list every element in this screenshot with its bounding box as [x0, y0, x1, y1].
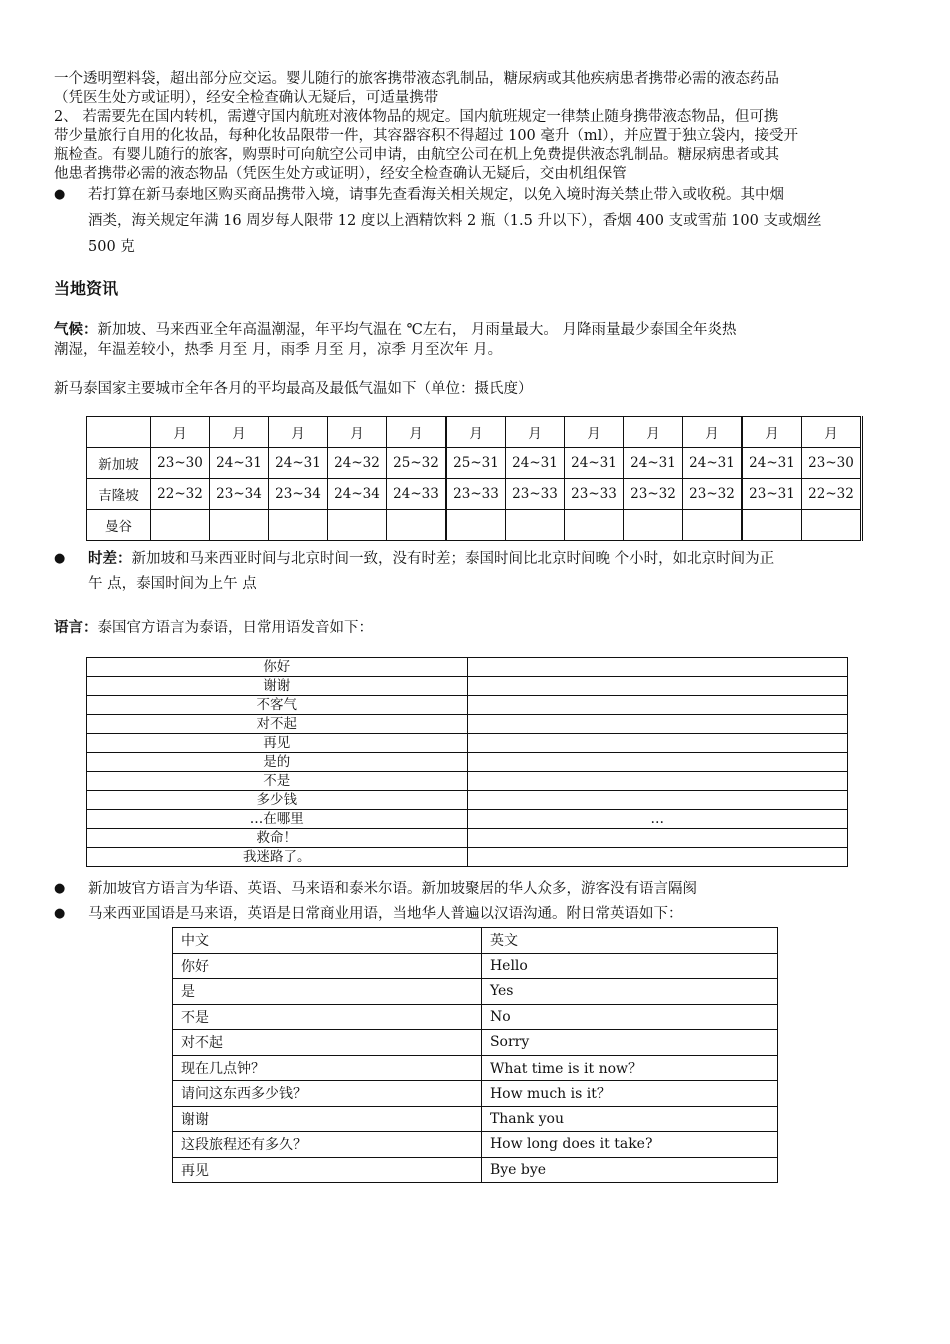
english-phrase-table	[172, 927, 778, 1183]
table-cell	[467, 715, 847, 734]
table-cell: 23~33	[564, 479, 623, 510]
table-cell	[446, 510, 506, 541]
table-cell: 23~30	[801, 448, 861, 479]
table-cell: …在哪里	[87, 810, 468, 829]
table-cell: 24~31	[209, 448, 268, 479]
table-cell: 月	[446, 417, 506, 448]
table-cell: 谢谢	[87, 677, 468, 696]
table-cell: 中文	[173, 928, 482, 954]
table-row	[87, 479, 862, 510]
table-row	[87, 734, 848, 753]
table-cell: 现在几点钟？	[173, 1055, 482, 1081]
table-cell: 24~33	[386, 479, 446, 510]
table-cell: 再见	[173, 1157, 482, 1183]
table-cell: 这段旅程还有多久？	[173, 1132, 482, 1158]
table-cell	[467, 791, 847, 810]
temperature-table	[86, 416, 863, 541]
table-cell	[564, 510, 623, 541]
table-cell: How long does it take?	[481, 1132, 777, 1158]
bullet-icon: ●	[54, 881, 66, 896]
table-cell: 曼谷	[87, 510, 151, 541]
climate-paragraph	[54, 321, 737, 339]
table-cell: 24~32	[327, 448, 386, 479]
table-cell	[467, 677, 847, 696]
table-cell: 多少钱	[87, 791, 468, 810]
table-cell: 23~33	[505, 479, 564, 510]
table-cell: 月	[564, 417, 623, 448]
language-paragraph	[54, 619, 373, 637]
table-row	[87, 810, 848, 829]
text-line: 瓶检查。有婴儿随行的旅客，购票时可向航空公司申请，由航空公司在机上免费提供液态乳制品。糖尿病患者或其	[54, 147, 779, 163]
table-cell: 救命！	[87, 829, 468, 848]
table-cell: 24~31	[268, 448, 327, 479]
table-cell	[467, 772, 847, 791]
table-row	[173, 1106, 778, 1132]
table-cell: 不是	[173, 1004, 482, 1030]
table-cell	[467, 829, 847, 848]
table-cell	[742, 510, 802, 541]
table-cell: 25~32	[386, 448, 446, 479]
table-cell	[327, 510, 386, 541]
text-line: 酒类，海关规定年满 16 周岁每人限带 12 度以上酒精饮料 2 瓶（1.5 升以下），香烟 400 支或雪茄 100 支或烟丝	[88, 213, 822, 229]
table-cell: 是	[173, 979, 482, 1005]
table-row	[173, 1055, 778, 1081]
table-cell: Thank you	[481, 1106, 777, 1132]
table-cell: 24~31	[623, 448, 682, 479]
text-line: 他患者携带必需的液态物品（凭医生处方或证明），经安全检查确认无疑后，交由机组保管	[54, 166, 627, 182]
bullet-icon: ●	[54, 187, 66, 202]
table-cell: 英文	[481, 928, 777, 954]
table-cell: No	[481, 1004, 777, 1030]
table-cell: 月	[327, 417, 386, 448]
time-diff-paragraph	[88, 550, 774, 568]
climate-text: 新加坡、马来西亚全年高温潮湿，年平均气温在 ℃左右， 月雨量最大。 月降雨量最少泰国全年炎热	[97, 322, 737, 338]
table-cell: 对不起	[173, 1030, 482, 1056]
text-line: 马来西亚国语是马来语，英语是日常商业用语，当地华人普遍以汉语沟通。附日常英语如下：	[88, 906, 683, 922]
table-cell: 新加坡	[87, 448, 151, 479]
table-cell	[505, 510, 564, 541]
table-cell: 是的	[87, 753, 468, 772]
text-line: 若打算在新马泰地区购买商品携带入境，请事先查看海关相关规定，以免入境时海关禁止带入或收税。其中烟	[88, 187, 784, 203]
table-cell: 24~34	[327, 479, 386, 510]
table-cell	[386, 510, 446, 541]
table-cell	[209, 510, 268, 541]
table-cell: 月	[623, 417, 682, 448]
table-cell: 23~31	[742, 479, 802, 510]
table-cell: 月	[505, 417, 564, 448]
table-row	[173, 1081, 778, 1107]
table-row	[173, 1132, 778, 1158]
table-row	[87, 829, 848, 848]
table-cell: 你好	[87, 658, 468, 677]
table-cell: 24~31	[682, 448, 742, 479]
table-row	[173, 1030, 778, 1056]
bullet-icon: ●	[54, 551, 66, 566]
table-cell	[150, 510, 209, 541]
table-row	[87, 658, 848, 677]
text-line: 500 克	[88, 239, 135, 255]
table-row	[173, 1157, 778, 1183]
table-cell: How much is it？	[481, 1081, 777, 1107]
table-cell: 不客气	[87, 696, 468, 715]
table-cell	[467, 753, 847, 772]
language-label: 语言：	[54, 620, 98, 636]
language-text: 泰国官方语言为泰语，日常用语发音如下：	[97, 620, 373, 636]
table-cell: Sorry	[481, 1030, 777, 1056]
table-cell	[467, 848, 847, 867]
table-cell: 再见	[87, 734, 468, 753]
table-cell	[467, 658, 847, 677]
table-cell: 请问这东西多少钱？	[173, 1081, 482, 1107]
text-line: 潮湿，年温差较小，热季 月至 月，雨季 月至 月，凉季 月至次年 月。	[54, 342, 503, 358]
table-cell: 25~31	[446, 448, 506, 479]
table-row	[87, 715, 848, 734]
time-diff-text: 新加坡和马来西亚时间与北京时间一致，没有时差；泰国时间比北京时间晚 个小时，如北京时间为正	[131, 551, 775, 567]
table-cell: 23~34	[209, 479, 268, 510]
table-cell: 谢谢	[173, 1106, 482, 1132]
table-cell: 22~32	[150, 479, 209, 510]
table-row	[173, 1004, 778, 1030]
table-cell	[467, 734, 847, 753]
table-cell: Bye bye	[481, 1157, 777, 1183]
table-cell: 月	[801, 417, 861, 448]
table-row	[173, 928, 778, 954]
climate-label: 气候：	[54, 322, 98, 338]
table-cell: 23~32	[682, 479, 742, 510]
table-cell	[87, 417, 151, 448]
text-line: （凭医生处方或证明），经安全检查确认无疑后，可适量携带	[54, 90, 439, 106]
bullet-icon: ●	[54, 906, 66, 921]
table-cell: What time is it now？	[481, 1055, 777, 1081]
section-title: 当地资讯	[54, 279, 119, 298]
table-cell: Yes	[481, 979, 777, 1005]
text-line: 一个透明塑料袋，超出部分应交运。婴儿随行的旅客携带液态乳制品，糖尿病或其他疾病患者携带必需的液态药品	[54, 71, 779, 87]
table-cell	[682, 510, 742, 541]
table-cell: 月	[386, 417, 446, 448]
table-cell	[467, 696, 847, 715]
table-caption: 新马泰国家主要城市全年各月的平均最高及最低气温如下（单位：摄氏度）	[54, 381, 533, 397]
table-row	[173, 979, 778, 1005]
table-cell: 24~31	[505, 448, 564, 479]
table-cell: 吉隆坡	[87, 479, 151, 510]
text-line: 带少量旅行自用的化妆品，每种化妆品限带一件，其容器容积不得超过 100 毫升（ml），并应置于独立袋内，接受开	[54, 128, 799, 144]
table-row	[87, 417, 862, 448]
table-row	[87, 696, 848, 715]
text-line: 新加坡官方语言为华语、英语、马来语和泰米尔语。新加坡聚居的华人众多，游客没有语言隔阂	[88, 881, 697, 897]
table-cell	[623, 510, 682, 541]
table-cell: 不是	[87, 772, 468, 791]
table-row	[87, 753, 848, 772]
table-row	[87, 510, 862, 541]
table-cell: 23~34	[268, 479, 327, 510]
table-cell: 月	[682, 417, 742, 448]
table-cell: 月	[742, 417, 802, 448]
table-cell: Hello	[481, 953, 777, 979]
table-cell: 24~31	[564, 448, 623, 479]
table-cell: 月	[209, 417, 268, 448]
table-cell: 月	[268, 417, 327, 448]
table-cell: 23~30	[150, 448, 209, 479]
text-line: 午 点，泰国时间为上午 点	[88, 576, 257, 592]
table-row	[87, 772, 848, 791]
table-cell: 22~32	[801, 479, 861, 510]
table-cell: 对不起	[87, 715, 468, 734]
table-cell: 我迷路了。	[87, 848, 468, 867]
table-cell: 你好	[173, 953, 482, 979]
table-cell: 月	[150, 417, 209, 448]
table-row	[87, 848, 848, 867]
table-cell	[801, 510, 861, 541]
table-row	[87, 448, 862, 479]
table-cell: 24~31	[742, 448, 802, 479]
time-diff-label: 时差：	[88, 551, 132, 567]
table-cell: 23~33	[446, 479, 506, 510]
table-row	[87, 677, 848, 696]
text-line: 2、 若需要先在国内转机，需遵守国内航班对液体物品的规定。国内航班规定一律禁止随身携带液态物品，但可携	[54, 109, 779, 125]
table-cell	[268, 510, 327, 541]
table-row	[173, 953, 778, 979]
table-cell: …	[467, 810, 847, 829]
table-cell: 23~32	[623, 479, 682, 510]
table-row	[87, 791, 848, 810]
thai-phrase-table	[86, 657, 848, 867]
